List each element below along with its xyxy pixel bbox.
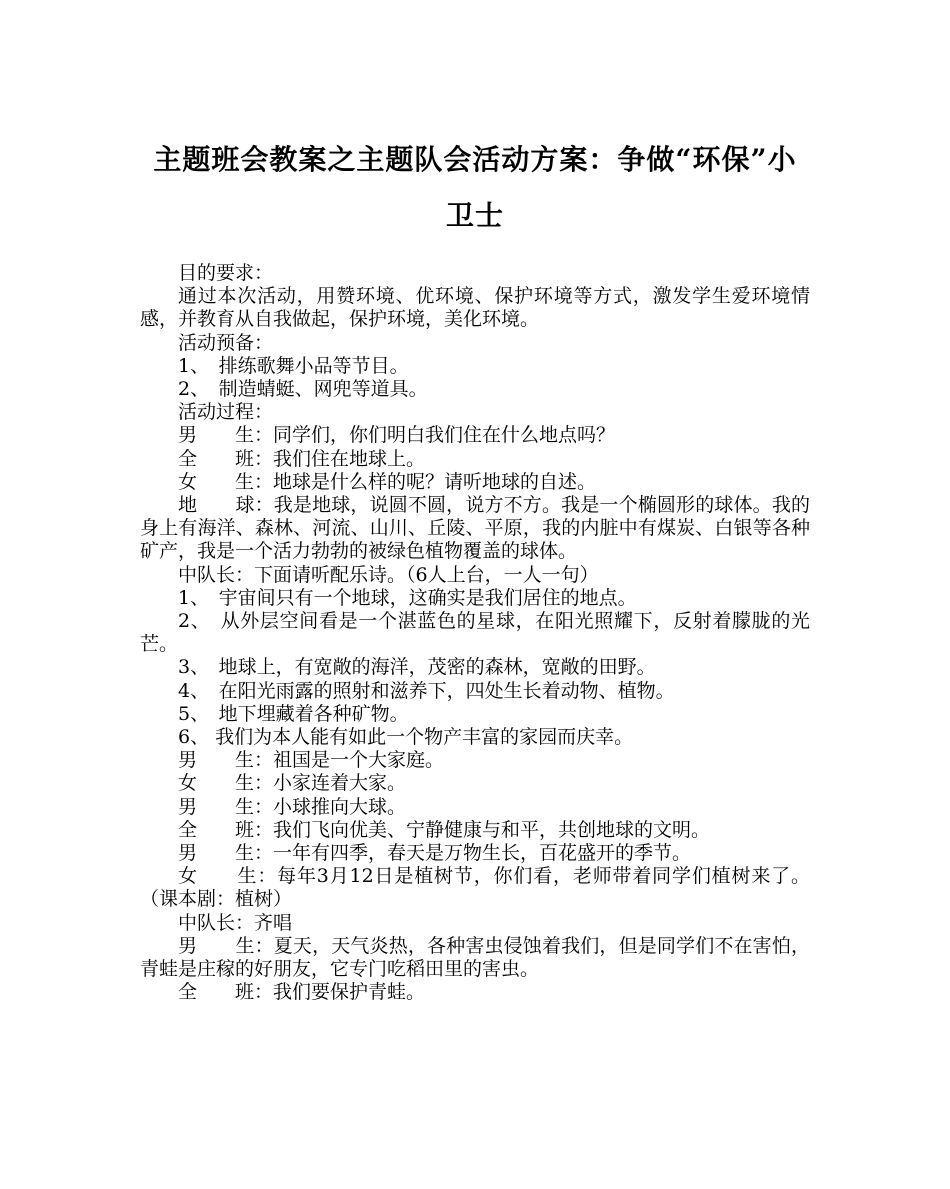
paragraph: 男 生：一年有四季，春天是万物生长，百花盛开的季节。 (178, 842, 692, 865)
document-body (140, 262, 810, 1005)
paragraph: 女 生：每年3月12日是植树节，你们看，老师带着同学们植树来了。（课本剧：植树） (140, 865, 810, 911)
paragraph: 活动过程： (178, 401, 274, 424)
paragraph: 地 球：我是地球，说圆不圆，说方不方。我是一个椭圆形的球体。我的身上有海洋、森林、河流、山川、丘陵、平原，我的内脏中有煤炭、白银等各种矿产，我是一个活力勃勃的被绿色植物覆盖的球体。 (140, 494, 810, 563)
paragraph: 女 生：地球是什么样的呢？请听地球的自述。 (178, 470, 597, 493)
paragraph: 2、 制造蜻蜓、网兜等道具。 (178, 378, 428, 401)
paragraph: 6、 我们为本人能有如此一个物产丰富的家园而庆幸。 (178, 726, 634, 749)
paragraph: 4、 在阳光雨露的照射和滋养下，四处生长着动物、植物。 (178, 679, 675, 702)
paragraph: 全 班：我们要保护青蛙。 (178, 981, 426, 1004)
paragraph: 男 生：小球推向大球。 (178, 795, 407, 818)
paragraph: 男 生：同学们，你们明白我们住在什么地点吗？ (178, 424, 616, 447)
paragraph: 通过本次活动，用赞环境、优环境、保护环境等方式，激发学生爱环境情感，并教育从自我做起，保护环境，美化环境。 (140, 285, 810, 331)
paragraph: 3、 地球上，有宽敞的海洋，茂密的森林，宽敞的田野。 (178, 656, 656, 679)
paragraph: 活动预备： (178, 331, 274, 354)
paragraph: 全 班：我们飞向优美、宁静健康与和平，共创地球的文明。 (178, 818, 711, 841)
paragraph: 女 生：小家连着大家。 (178, 772, 407, 795)
paragraph: 全 班：我们住在地球上。 (178, 447, 426, 470)
paragraph: 2、 从外层空间看是一个湛蓝色的星球，在阳光照耀下，反射着朦胧的光芒。 (140, 610, 810, 656)
paragraph: 目的要求： (178, 262, 274, 284)
paragraph: 中队长：齐唱 (178, 911, 293, 934)
document-title: 主题班会教案之主题队会活动方案：争做“环保”小卫士 (153, 143, 797, 232)
paragraph: 中队长：下面请听配乐诗。（6人上台，一人一句） (178, 563, 599, 586)
paragraph: 男 生：祖国是一个大家庭。 (178, 749, 445, 772)
paragraph: 男 生：夏天，天气炎热，各种害虫侵蚀着我们，但是同学们不在害怕，青蛙是庄稼的好朋友，它专门吃稻田里的害虫。 (140, 934, 810, 981)
paragraph: 1、 宇宙间只有一个地球，这确实是我们居住的地点。 (178, 586, 637, 609)
paragraph: 5、 地下埋藏着各种矿物。 (178, 702, 409, 725)
paragraph: 1、 排练歌舞小品等节目。 (178, 354, 409, 377)
